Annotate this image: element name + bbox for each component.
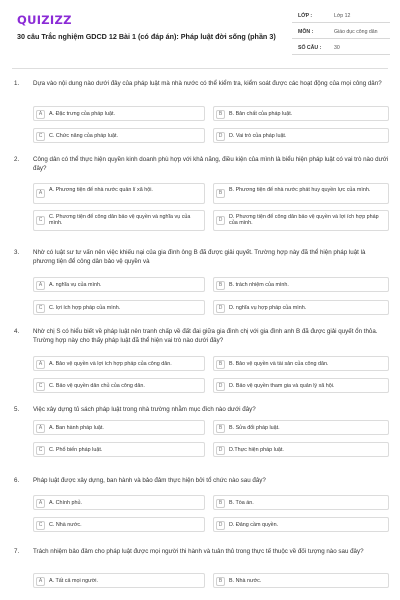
option-c[interactable] xyxy=(33,300,205,315)
option-text: C. lợi ích hợp pháp của mình. xyxy=(49,304,121,311)
question-number: 1. xyxy=(14,80,20,87)
option-b[interactable] xyxy=(213,106,389,121)
option-text: B. Sửa đổi pháp luật. xyxy=(229,424,280,431)
worksheet-meta xyxy=(292,10,390,55)
option-letter: A xyxy=(36,281,45,290)
option-letter: D xyxy=(216,216,225,225)
option-letter: A xyxy=(36,499,45,508)
option-letter: A xyxy=(36,424,45,433)
question-number: 6. xyxy=(14,477,20,484)
question-text: Pháp luật được xây dựng, ban hành và bảo đảm thực hiện bởi tổ chức nào sau đây? xyxy=(33,477,266,484)
option-text: A. Đặc trưng của pháp luật. xyxy=(49,110,115,117)
meta-label: MÔN : xyxy=(298,29,314,35)
option-letter: C xyxy=(36,382,45,391)
option-b[interactable] xyxy=(213,573,389,588)
option-text: B. Bản chất của pháp luật. xyxy=(229,110,293,117)
meta-label: LỚP : xyxy=(298,13,313,19)
meta-row-grade xyxy=(292,10,390,23)
question-number: 3. xyxy=(14,249,20,256)
option-letter: B xyxy=(216,360,225,369)
meta-row-question-count xyxy=(292,42,390,55)
quizizz-logo: QUIZIZZ xyxy=(17,13,72,27)
option-a[interactable] xyxy=(33,277,205,292)
option-letter: B xyxy=(216,281,225,290)
option-letter: C xyxy=(36,132,45,141)
option-a[interactable] xyxy=(33,106,205,121)
option-letter: D xyxy=(216,304,225,313)
option-letter: B xyxy=(216,110,225,119)
option-a[interactable] xyxy=(33,495,205,510)
option-letter: C xyxy=(36,216,45,225)
question-number: 4. xyxy=(14,328,20,335)
option-a[interactable] xyxy=(33,356,205,371)
meta-label: SỐ CÂU : xyxy=(298,45,322,51)
option-b[interactable] xyxy=(213,356,389,371)
option-b[interactable] xyxy=(213,495,389,510)
option-text: B. trách nhiệm của mình. xyxy=(229,281,289,288)
option-letter: A xyxy=(36,189,45,198)
option-a[interactable] xyxy=(33,573,205,588)
option-a[interactable] xyxy=(33,420,205,435)
option-text: D. Phương tiện để công dân bảo vệ quyền và lợi ích hợp pháp của mình. xyxy=(229,213,379,227)
option-c[interactable] xyxy=(33,378,205,393)
option-text: C. Bảo vệ quyền dân chủ của công dân. xyxy=(49,382,145,389)
option-d[interactable] xyxy=(213,378,389,393)
option-text: B. Phương tiện để nhà nước phát huy quyền lực của mình. xyxy=(229,186,371,193)
option-d[interactable] xyxy=(213,210,389,231)
option-text: A. Phương tiện để nhà nước quản lí xã hội. xyxy=(49,186,153,193)
option-d[interactable] xyxy=(213,517,389,532)
option-d[interactable] xyxy=(213,300,389,315)
question-text: Trách nhiệm bảo đảm cho pháp luật được mọi người thi hành và tuân thủ trong thực tế thuộc về đối tượng nào sau đây? xyxy=(33,548,364,555)
option-letter: B xyxy=(216,577,225,586)
option-text: D.Thực hiện pháp luật. xyxy=(229,446,284,453)
meta-row-subject xyxy=(292,26,390,39)
option-text: C. Nhà nước. xyxy=(49,521,82,528)
option-letter: D xyxy=(216,132,225,141)
header-divider xyxy=(12,68,388,69)
option-text: C. Chức năng của pháp luật. xyxy=(49,132,118,139)
question-number: 5. xyxy=(14,406,20,413)
option-letter: C xyxy=(36,304,45,313)
option-d[interactable] xyxy=(213,128,389,143)
option-text: B. Bảo vệ quyền và tài sản của công dân. xyxy=(229,360,329,367)
question-text: Nhờ có luật sư tư vấn nên việc khiếu nại của gia đình ông B đã được giải quyết. Trường hợp này đã thể hiện pháp luật là phương tiện để công dân bảo vệ quyền và xyxy=(33,249,366,265)
option-text: D. Vai trò của pháp luật. xyxy=(229,132,287,139)
option-text: D. nghĩa vụ hợp pháp của mình. xyxy=(229,304,307,311)
option-c[interactable] xyxy=(33,442,205,457)
option-letter: A xyxy=(36,110,45,119)
option-letter: B xyxy=(216,424,225,433)
option-text: A. Tất cả mọi người. xyxy=(49,577,98,584)
option-letter: C xyxy=(36,521,45,530)
option-b[interactable] xyxy=(213,420,389,435)
option-letter: A xyxy=(36,577,45,586)
option-text: A. Chính phủ. xyxy=(49,499,82,506)
option-letter: D xyxy=(216,382,225,391)
option-b[interactable] xyxy=(213,183,389,204)
option-c[interactable] xyxy=(33,517,205,532)
worksheet-title: 30 câu Trắc nghiệm GDCD 12 Bài 1 (có đáp án): Pháp luật đời sống (phần 3) xyxy=(17,32,276,41)
option-text: A. Bảo vệ quyền và lợi ích hợp pháp của công dân. xyxy=(49,360,172,367)
option-letter: D xyxy=(216,446,225,455)
option-text: C. Phương tiện để công dân bảo vệ quyền và nghĩa vụ của mình. xyxy=(49,213,191,227)
option-letter: D xyxy=(216,521,225,530)
option-text: A. nghĩa vụ của mình. xyxy=(49,281,102,288)
meta-value: Lớp 12 xyxy=(334,13,351,19)
question-text: Dựa vào nội dung nào dưới đây của pháp luật mà nhà nước có thể kiểm tra, kiểm soát được các hoạt động của mọi công dân? xyxy=(33,80,382,87)
option-a[interactable] xyxy=(33,183,205,204)
question-number: 2. xyxy=(14,156,20,163)
option-letter: B xyxy=(216,189,225,198)
option-c[interactable] xyxy=(33,128,205,143)
option-text: B. Nhà nước. xyxy=(229,577,262,584)
question-text: Nhờ chị S có hiểu biết về pháp luật nên tranh chấp về đất đai giữa gia đình chị với gia đình anh B đã được giải quyết ổn thỏa. Trường hợp này cho thấy pháp luật đã thể hiện vai trò nào dưới đây? xyxy=(33,328,378,344)
option-text: D. Đảng cầm quyền. xyxy=(229,521,279,528)
question-text: Việc xây dựng tủ sách pháp luật trong nhà trường nhằm mục đích nào dưới đây? xyxy=(33,406,256,413)
question-text: Công dân có thể thực hiện quyền kinh doanh phù hợp với khả năng, điều kiện của mình là biểu hiện pháp luật có vai trò nào dưới đây? xyxy=(33,156,389,172)
question-number: 7. xyxy=(14,548,20,555)
option-letter: C xyxy=(36,446,45,455)
meta-value: 30 xyxy=(334,45,340,51)
option-d[interactable] xyxy=(213,442,389,457)
option-c[interactable] xyxy=(33,210,205,231)
option-b[interactable] xyxy=(213,277,389,292)
option-text: B. Tòa án. xyxy=(229,499,254,506)
option-text: A. Ban hành pháp luật. xyxy=(49,424,104,431)
option-letter: B xyxy=(216,499,225,508)
option-text: D. Bảo vệ quyền tham gia và quản lý xã hội. xyxy=(229,382,335,389)
meta-value: Giáo dục công dân xyxy=(334,29,378,35)
option-text: C. Phổ biến pháp luật. xyxy=(49,446,103,453)
option-letter: A xyxy=(36,360,45,369)
worksheet-header xyxy=(0,0,400,66)
